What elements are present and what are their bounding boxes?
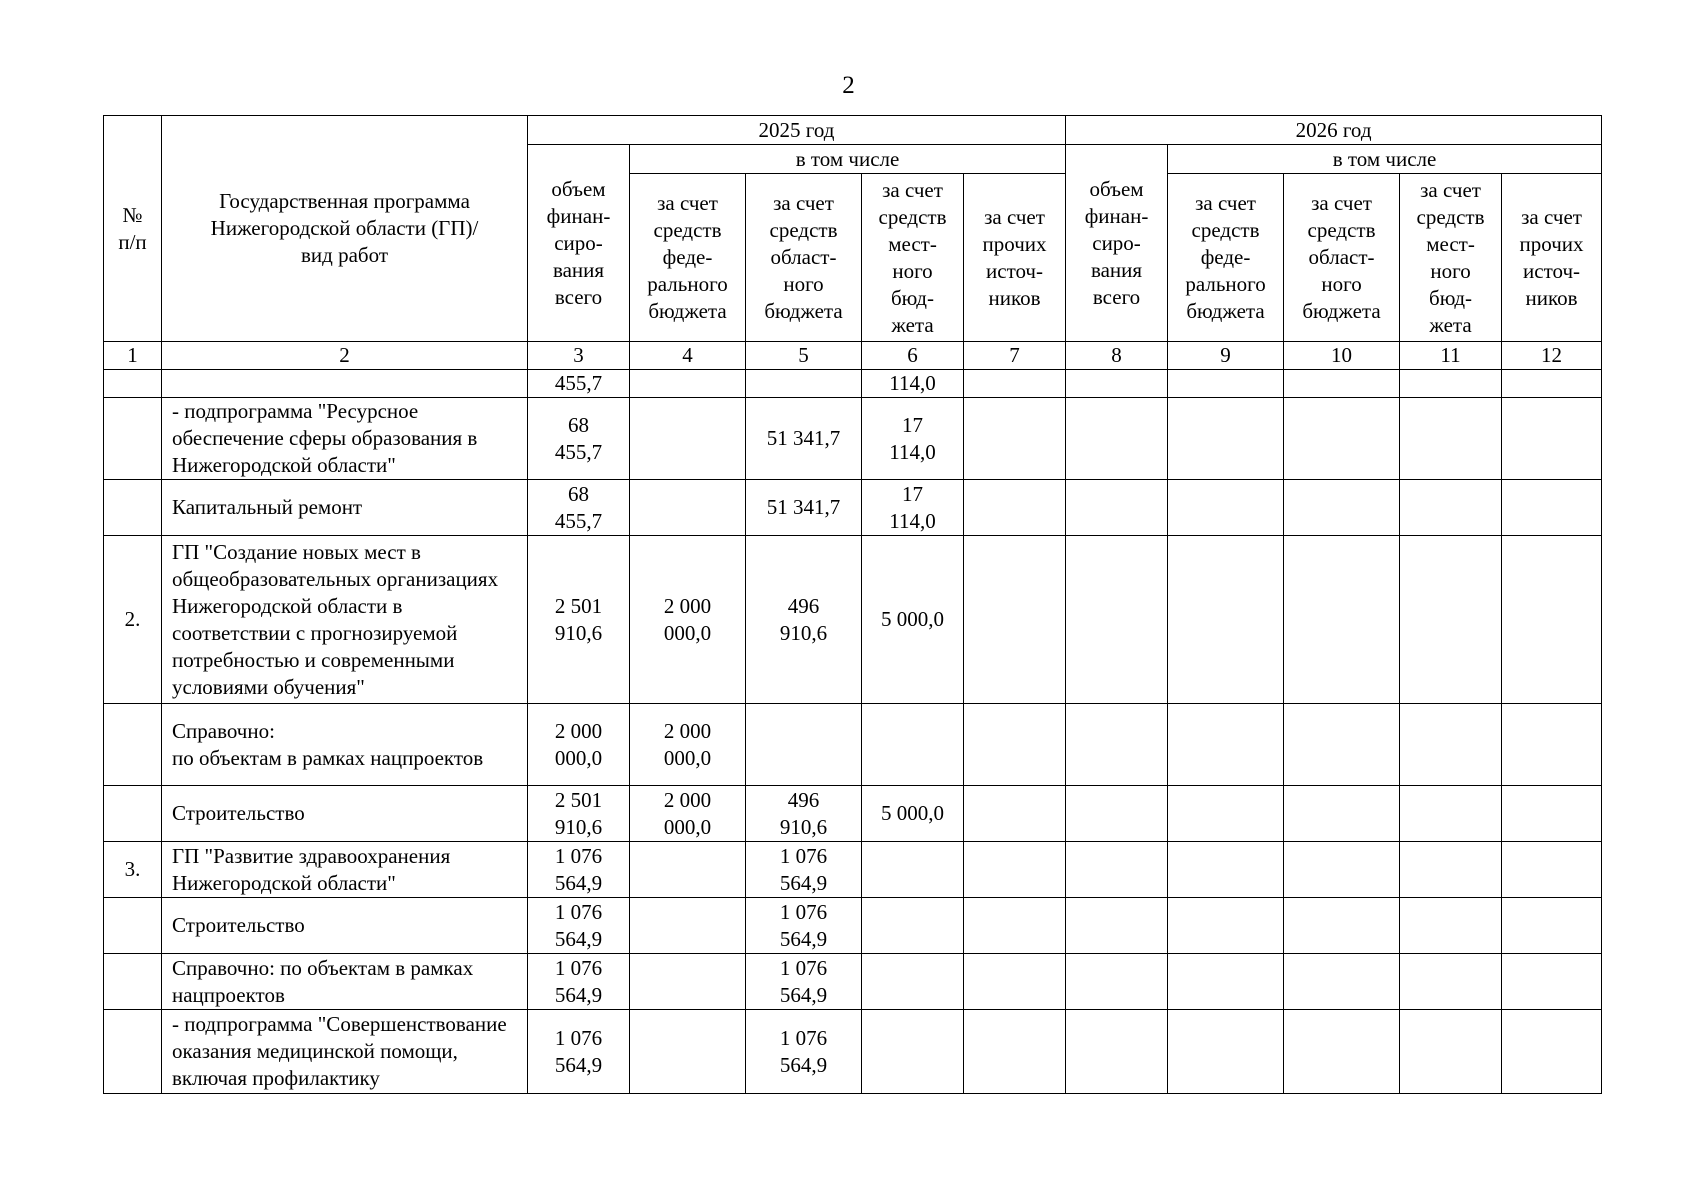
- value-cell: 1 076 564,9: [528, 842, 630, 898]
- value-cell: 68 455,7: [528, 398, 630, 480]
- header-program-name: Государственная программа Нижегородской области (ГП)/ вид работ: [162, 116, 528, 342]
- header-other-2026: за счет прочих источ- ников: [1502, 174, 1602, 342]
- value-cell: [1168, 1010, 1284, 1094]
- row-number-cell: [104, 786, 162, 842]
- value-cell: [746, 370, 862, 398]
- row-name-cell: Строительство: [162, 786, 528, 842]
- value-cell: [1502, 898, 1602, 954]
- value-cell: 51 341,7: [746, 480, 862, 536]
- column-number-cell: 6: [862, 342, 964, 370]
- value-cell: 496 910,6: [746, 536, 862, 704]
- value-cell: 68 455,7: [528, 480, 630, 536]
- value-cell: [964, 954, 1066, 1010]
- value-cell: [964, 480, 1066, 536]
- row-number-cell: 2.: [104, 536, 162, 704]
- table-row: [104, 842, 1602, 898]
- value-cell: [1066, 1010, 1168, 1094]
- value-cell: [862, 954, 964, 1010]
- value-cell: [1400, 370, 1502, 398]
- value-cell: 2 000 000,0: [630, 536, 746, 704]
- table-row: [104, 370, 1602, 398]
- value-cell: [1284, 536, 1400, 704]
- value-cell: [746, 704, 862, 786]
- header-year-2025: 2025 год: [528, 116, 1066, 145]
- value-cell: 1 076 564,9: [746, 1010, 862, 1094]
- column-number-cell: 1: [104, 342, 162, 370]
- value-cell: [1168, 842, 1284, 898]
- value-cell: [1168, 704, 1284, 786]
- value-cell: [1400, 704, 1502, 786]
- value-cell: [964, 898, 1066, 954]
- value-cell: [964, 786, 1066, 842]
- value-cell: [630, 842, 746, 898]
- value-cell: [1284, 1010, 1400, 1094]
- value-cell: [1284, 398, 1400, 480]
- row-number-cell: [104, 398, 162, 480]
- value-cell: 1 076 564,9: [746, 898, 862, 954]
- header-volume-2026: объем финан- сиро- вания всего: [1066, 145, 1168, 342]
- table-row: [104, 480, 1602, 536]
- value-cell: [1502, 536, 1602, 704]
- table-row: [104, 704, 1602, 786]
- column-number-cell: 8: [1066, 342, 1168, 370]
- value-cell: [1400, 898, 1502, 954]
- header-local-2026: за счет средств мест- ного бюд- жета: [1400, 174, 1502, 342]
- value-cell: [862, 704, 964, 786]
- value-cell: [1066, 954, 1168, 1010]
- value-cell: [1502, 480, 1602, 536]
- header-number: № п/п: [104, 116, 162, 342]
- value-cell: [630, 898, 746, 954]
- value-cell: [862, 1010, 964, 1094]
- value-cell: [1284, 480, 1400, 536]
- row-number-cell: [104, 1010, 162, 1094]
- value-cell: [1066, 842, 1168, 898]
- value-cell: 5 000,0: [862, 536, 964, 704]
- table-row: [104, 536, 1602, 704]
- value-cell: [964, 704, 1066, 786]
- row-name-cell: ГП "Развитие здравоохранения Нижегородской области": [162, 842, 528, 898]
- value-cell: [964, 842, 1066, 898]
- table-body: [104, 370, 1602, 1094]
- column-number-cell: 3: [528, 342, 630, 370]
- value-cell: [1284, 954, 1400, 1010]
- value-cell: 5 000,0: [862, 786, 964, 842]
- header-regional-2025: за счет средств област- ного бюджета: [746, 174, 862, 342]
- value-cell: 17 114,0: [862, 480, 964, 536]
- value-cell: 1 076 564,9: [528, 954, 630, 1010]
- header-regional-2026: за счет средств област- ного бюджета: [1284, 174, 1400, 342]
- value-cell: [1400, 786, 1502, 842]
- value-cell: [1502, 786, 1602, 842]
- header-volume-2025: объем финан- сиро- вания всего: [528, 145, 630, 342]
- value-cell: [1400, 842, 1502, 898]
- value-cell: [1502, 370, 1602, 398]
- value-cell: [1168, 954, 1284, 1010]
- row-name-cell: Капитальный ремонт: [162, 480, 528, 536]
- value-cell: [1502, 704, 1602, 786]
- table-row: [104, 786, 1602, 842]
- value-cell: [1168, 480, 1284, 536]
- page-number: 2: [842, 72, 855, 99]
- table-row: [104, 954, 1602, 1010]
- value-cell: [1400, 954, 1502, 1010]
- value-cell: [862, 842, 964, 898]
- value-cell: [1502, 398, 1602, 480]
- value-cell: 2 000 000,0: [528, 704, 630, 786]
- value-cell: [1066, 786, 1168, 842]
- value-cell: 1 076 564,9: [746, 842, 862, 898]
- value-cell: 2 501 910,6: [528, 786, 630, 842]
- row-number-cell: 3.: [104, 842, 162, 898]
- value-cell: [964, 536, 1066, 704]
- value-cell: [1168, 786, 1284, 842]
- value-cell: 496 910,6: [746, 786, 862, 842]
- value-cell: [630, 398, 746, 480]
- value-cell: [1284, 786, 1400, 842]
- value-cell: [1066, 398, 1168, 480]
- value-cell: [630, 480, 746, 536]
- column-number-cell: 9: [1168, 342, 1284, 370]
- header-in-total-2026: в том числе: [1168, 145, 1602, 174]
- column-number-cell: 5: [746, 342, 862, 370]
- value-cell: [1168, 398, 1284, 480]
- column-number-cell: 12: [1502, 342, 1602, 370]
- value-cell: [1066, 898, 1168, 954]
- row-name-cell: - подпрограмма "Ресурсное обеспечение сферы образования в Нижегородской области": [162, 398, 528, 480]
- header-federal-2025: за счет средств феде- рального бюджета: [630, 174, 746, 342]
- table-row: [104, 398, 1602, 480]
- column-number-cell: 2: [162, 342, 528, 370]
- value-cell: 114,0: [862, 370, 964, 398]
- row-number-cell: [104, 480, 162, 536]
- value-cell: [1284, 370, 1400, 398]
- value-cell: [1066, 536, 1168, 704]
- table-header: [104, 116, 1602, 370]
- value-cell: 1 076 564,9: [746, 954, 862, 1010]
- value-cell: [862, 898, 964, 954]
- row-number-cell: [104, 898, 162, 954]
- table-row: [104, 1010, 1602, 1094]
- value-cell: 2 000 000,0: [630, 786, 746, 842]
- value-cell: [1502, 842, 1602, 898]
- row-number-cell: [104, 954, 162, 1010]
- table-row: [104, 898, 1602, 954]
- header-local-2025: за счет средств мест- ного бюд- жета: [862, 174, 964, 342]
- column-number-cell: 11: [1400, 342, 1502, 370]
- value-cell: [964, 1010, 1066, 1094]
- header-year-2026: 2026 год: [1066, 116, 1602, 145]
- value-cell: 1 076 564,9: [528, 898, 630, 954]
- value-cell: [1284, 898, 1400, 954]
- value-cell: [964, 398, 1066, 480]
- row-name-cell: Справочно: по объектам в рамках нацпроектов: [162, 954, 528, 1010]
- value-cell: [630, 1010, 746, 1094]
- row-name-cell: ГП "Создание новых мест в общеобразовательных организациях Нижегородской области в соответствии с прогнозируемой потребностью и современными условиями обучения": [162, 536, 528, 704]
- value-cell: [1400, 1010, 1502, 1094]
- value-cell: [964, 370, 1066, 398]
- column-number-cell: 4: [630, 342, 746, 370]
- row-number-cell: [104, 704, 162, 786]
- value-cell: [1168, 898, 1284, 954]
- value-cell: 2 501 910,6: [528, 536, 630, 704]
- value-cell: [1168, 536, 1284, 704]
- column-number-cell: 7: [964, 342, 1066, 370]
- value-cell: [1400, 536, 1502, 704]
- value-cell: [630, 370, 746, 398]
- value-cell: [1066, 480, 1168, 536]
- budget-table: [103, 115, 1602, 1094]
- row-name-cell: Строительство: [162, 898, 528, 954]
- value-cell: [1400, 480, 1502, 536]
- value-cell: 2 000 000,0: [630, 704, 746, 786]
- header-other-2025: за счет прочих источ- ников: [964, 174, 1066, 342]
- value-cell: [1066, 704, 1168, 786]
- value-cell: 455,7: [528, 370, 630, 398]
- value-cell: [1066, 370, 1168, 398]
- value-cell: 51 341,7: [746, 398, 862, 480]
- header-in-total-2025: в том числе: [630, 145, 1066, 174]
- value-cell: [1284, 842, 1400, 898]
- header-federal-2026: за счет средств феде- рального бюджета: [1168, 174, 1284, 342]
- row-number-cell: [104, 370, 162, 398]
- value-cell: [1168, 370, 1284, 398]
- row-name-cell: [162, 370, 528, 398]
- column-number-cell: 10: [1284, 342, 1400, 370]
- value-cell: [630, 954, 746, 1010]
- row-name-cell: - подпрограмма "Совершенствование оказания медицинской помощи, включая профилактику: [162, 1010, 528, 1094]
- value-cell: 17 114,0: [862, 398, 964, 480]
- value-cell: [1502, 1010, 1602, 1094]
- value-cell: [1400, 398, 1502, 480]
- row-name-cell: Справочно: по объектам в рамках нацпроектов: [162, 704, 528, 786]
- value-cell: [1502, 954, 1602, 1010]
- column-number-row: [104, 342, 1602, 370]
- value-cell: 1 076 564,9: [528, 1010, 630, 1094]
- value-cell: [1284, 704, 1400, 786]
